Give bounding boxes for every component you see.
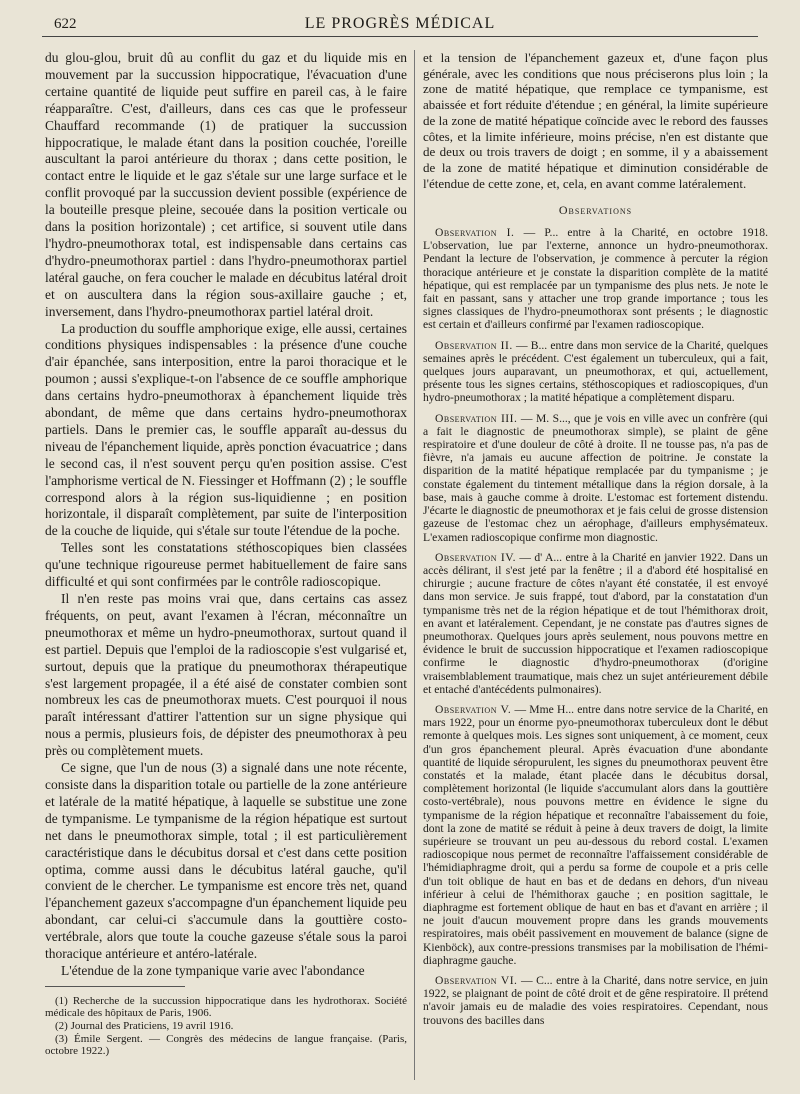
section-heading: Observations [558, 203, 633, 218]
right-column [423, 50, 768, 1084]
observation-text: — d' A... entre à la Charité en janvier 1922. Dans un accès délirant, il s'est jeté par la fenêtre ; il a d'abord été hospitalisé en chirurgie ; aucune fracture de côtes n'ayant été constatée, il est envoyé dans mon service. Je suis frappé, tout d'abord, par la constatation d'un tympanisme très net de la région hépatique et de tout l'hémithorax droit, en avant et latéralement. Cependant, je ne constate pas d'autres signes de pneumothorax. Quelques jours après seulement, nous pouvons mettre en évidence le bruit de succussion hippocratique et l'examen radioscopique confirme le diagnostic d'hydro-pneumothorax (d'origine vraisemblablement traumatique, mais chez un sujet antérieurement débile et entaché d'antécédents pulmonaires). [423, 550, 768, 696]
footnote: (1) Recherche de la succussion hippocratique dans les hydrothorax. Société médicale des hôpitaux de Paris, 1906. [45, 994, 407, 1020]
observation-text: — B... entre dans mon service de la Charité, quelques semaines après le précédent. C'est également un tuberculeux, qui a fait, quelques jours auparavant, un pneumothorax, et qui, actuellement, présente tous les signes certains, stéthoscopiques et radioscopiques, d'un hydro-pneumothorax ; la matité hépatique a complètement disparu. [423, 338, 768, 405]
observation-label: Observation II. [435, 338, 513, 352]
column-divider [414, 50, 415, 1080]
observation-label: Observation V. [435, 702, 512, 716]
body-paragraph: et la tension de l'épanchement gazeux et, d'une façon plus générale, avec les conditions que nous préciserons plus loin ; la zone de matité hépatique, que remplace ce tympanisme, est abaissée et fort réduite d'étendue ; en général, la limite supérieure de la zone de matité hépatique coïncide avec le rebord des fausses côtes, et la limite inférieure, moins précise, n'en est distante que de deux ou trois travers de doigt ; en somme, il y a abaissement de la zone de matité hépatique et diminution considérable de l'étendue de cette zone, et, cela, en avant comme latéralement. [423, 50, 768, 191]
left-column [45, 50, 407, 1082]
body-paragraph: L'étendue de la zone tympanique varie avec l'abondance [61, 962, 365, 978]
observation-label: Observation I. [435, 226, 515, 240]
observation-2 [423, 339, 768, 405]
observation-3 [423, 412, 768, 544]
page-number: 622 [54, 16, 77, 32]
body-paragraph: du glou-glou, bruit dû au conflit du gaz et du liquide mis en mouvement par la succussion hippocratique, l'évacuation d'une certaine quantité de liquide peut suffire en pareil cas, à le faire réapparaître. C'est, d'ailleurs, dans ces cas que le professeur Chauffard recommande (1) de pratiquer la succussion hippocratique, le malade étant dans la position couchée, l'oreille auscultant la paroi antérieure du thorax ; dans cette position, le contact entre le liquide et le gaz s'étale sur une large surface et le conflit provoqué par la succussion devient possible (expérience de la bouteille presque pleine, secouée dans la position verticale ou dans la position horizontale) ; cet artifice, si souvent utile dans l'hydro-pneumothorax total, est indispensable dans certains cas d'hydro-pneumothorax partiel : dans l'hydro-pneumothorax partiel latéral gauche, on fera coucher le malade en décubitus latéral droit et on auscultera dans la région sous-axillaire gauche ; et, inversement, dans l'hydro-pneumothorax partiel latéral droit. [45, 50, 407, 319]
observation-4 [423, 551, 768, 696]
footnotes [45, 986, 407, 1058]
footnote: (3) Émile Sergent. — Congrès des médecins de langue française. (Paris, octobre 1922.) [45, 1032, 407, 1058]
observation-label: Observation VI. [435, 974, 518, 987]
footnote: (2) Journal des Praticiens, 19 avril 1916. [55, 1020, 234, 1033]
body-paragraph: Telles sont les constatations stéthoscopiques bien classées qu'une technique rigoureuse permet habituellement de faire sans difficulté et qui sont confirmées par le contrôle radioscopique. [45, 540, 407, 590]
footnote-rule [45, 986, 185, 995]
observation-label: Observation III. [435, 411, 518, 425]
observation-label: Observation IV. [435, 550, 517, 564]
observation-6 [423, 974, 768, 1027]
body-paragraph: Il n'en reste pas moins vrai que, dans certains cas assez fréquents, on peut, avant l'examen à l'écran, méconnaître un pneumothorax et même un hydro-pneumothorax, surtout quand il est partiel. Depuis que l'emploi de la radioscopie s'est vulgarisé et, surtout, depuis que la pratique du pneumothorax thérapeutique s'est largement propagée, il a été aisé de constater combien sont nombreux les cas de pneumothorax muets. C'est pourquoi il nous paraît intéressant d'attirer l'attention sur un signe physique qui nous a permis, plusieurs fois, de dépister des pneumothorax à peu près ou complètement muets. [45, 591, 407, 759]
journal-title: LE PROGRÈS MÉDICAL [304, 15, 496, 32]
observation-1 [423, 226, 768, 332]
observation-text: — M. S..., que je vois en ville avec un confrère (qui a fait le diagnostic de pneumothorax simple), se plaint de gêne respiratoire et d'une douleur de côté à droite. Il ne tousse pas, n'a pas de fièvre, n'a jamais eu aucune affection de poitrine. Je constate la disparition de la matité hépatique remplacée par du tympanisme ; je constate également du tintement métallique dans la région dorsale, à la base, mais à gauche comme à droite. L'estomac est fortement distendu. J'écarte le diagnostic de pneumothorax et je fais celui de grosse distension gazeuse de l'estomac chez un aérophage, d'ailleurs emphysémateux. L'examen radioscopique confirme mon diagnostic. [423, 411, 768, 544]
observation-5 [423, 703, 768, 967]
observation-text: — C... entre à la Charité, dans notre service, en juin 1922, se plaignant de point de côté droit et de gêne respiratoire. Il prétend n'avoir jamais eu de maladie des voies respiratoires. Cependant, nous trouvons des bacilles dans [423, 974, 768, 1027]
body-paragraph: Ce signe, que l'un de nous (3) a signalé dans une note récente, consiste dans la disparition totale ou partielle de la zone antérieure et latérale de la matité hépatique, à laquelle se substitue une zone de tympanisme. Le tympanisme de la région hépatique est surtout net dans le pneumothorax simple, total ; il est particulièrement caractéristique dans le décubitus dorsal et c'est dans cette position optima, comme aussi dans le décubitus latéral gauche, qu'il convient de le chercher. Le tympanisme est encore très net, quand l'épanchement gazeux s'accompagne d'un épanchement liquide peu abondant, car celui-ci s'accumule dans la gouttière costo-vertébrale, alors que toute la couche gazeuse s'étale sous la paroi thoracique antérieure et antéro-latérale. [45, 760, 407, 962]
page-header [42, 14, 758, 37]
observation-text: — Mme H... entre dans notre service de la Charité, en mars 1922, pour un énorme pyo-pneumothorax tuberculeux dont le début remonte à quelques mois. Les signes sont uniquement, à ce moment, ceux d'un gros épanchement pleural. Après évacuation d'une abondante quantité de liquide séropurulent, les signes du pneumothorax peuvent être constatés et la malade, étant placée dans le décubitus dorsal, complètement horizontal (le liquide s'accumulant alors dans la gouttière costo-vertébrale), nous pouvons mettre en évidence le signe du tympanisme de la région hépatique et reconnaître l'abaissement du foie, dont la zone de matité se réduit à peine à deux travers de doigt, la limite supérieure se trouvant un peu au-dessous du rebord costal. L'examen radioscopique nous permet de reconnaître l'affaissement considérable de l'hémidiaphragme droit, qui a perdu sa forme de coupole et a pris celle d'un toit oblique de haut en bas et de dedans en dehors, d'un niveau inférieur à celui de l'hémithorax gauche ; en position sagittale, le diaphragme est fortement oblique de haut en bas et d'avant en arrière ; il ne jouit d'aucun mouvement propre dans les grands mouvements respiratoires, mais obéit passivement en mouvement de balance (signe de Kienböck), aux contre-pressions transmises par la mobilisation de l'hémi-diaphragme gauche. [423, 702, 768, 967]
body-paragraph: La production du souffle amphorique exige, elle aussi, certaines conditions physiques indispensables : la présence d'une couche d'air épanchée, sans interposition, entre la paroi thoracique et le poumon ; aussi s'explique-t-on l'absence de ce souffle amphorique dans certains hydro-pneumothorax à épanchement liquide très abondant, de même que dans certains hydro-pneumothorax partiels. Dans le premier cas, le souffle apparaît au-dessus du niveau de l'épanchement liquide, après ponction évacuatrice ; dans le second cas, il n'est souvent perçu qu'en position assise. C'est l'amphorisme vertical de N. Fiessinger et Hoffmann (2) ; le souffle correspond alors à la région sus-liquidienne ; en position horizontale, il disparaît complètement, par suite de l'interposition de la couche de liquide, qui s'étale sur toute l'étendue de la poche. [45, 320, 407, 539]
observation-text: — P... entre à la Charité, en octobre 1918. L'observation, lue par l'externe, annonce un hydro-pneumothorax. Pendant la lecture de l'observation, je commence à percuter la région thoracique antérieure et je constate la disparition complète de la matité hépatique, qui est remplacée par un tympanisme des plus nets. Je note le fait en passant, sans y attacher une trop grande importance ; tous les signes classiques de l'hydro-pneumothorax sont présents ; le diagnostic est certain et d'ailleurs confirmé par l'examen radioscopique. [423, 226, 768, 332]
